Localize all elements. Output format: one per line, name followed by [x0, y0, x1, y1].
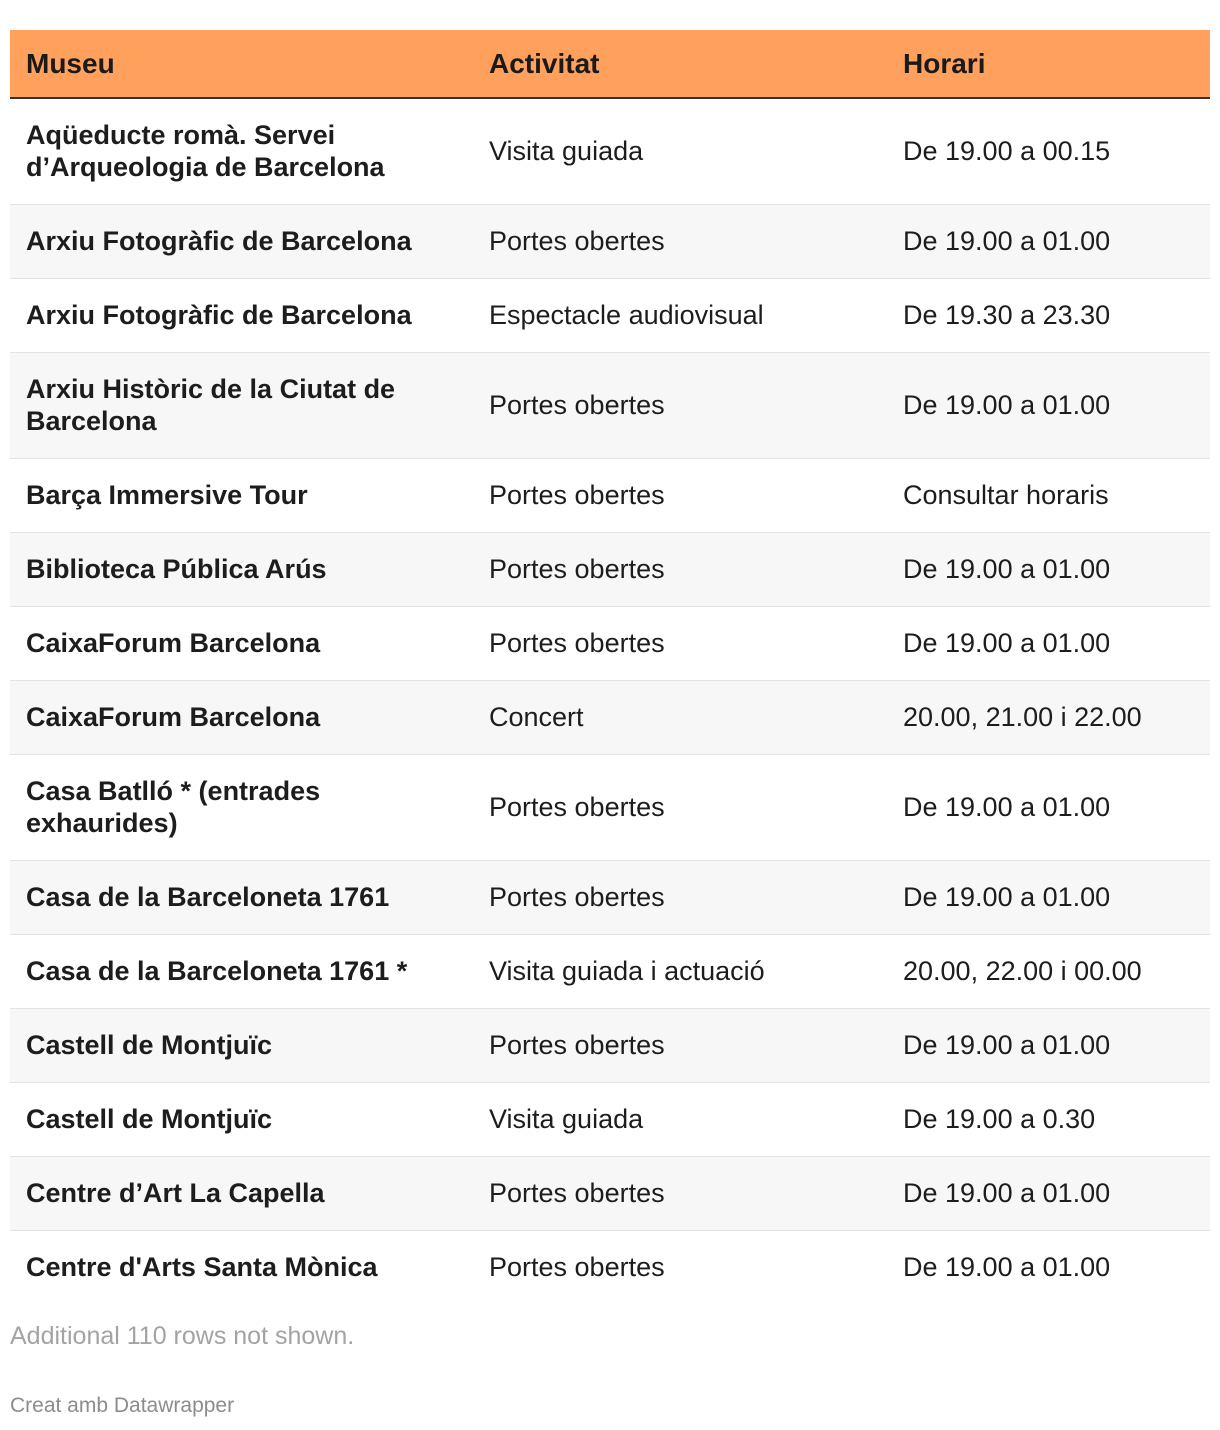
data-table-container — [10, 30, 1210, 1304]
datawrapper-credit: Creat amb Datawrapper — [10, 1394, 235, 1417]
table-row — [10, 1082, 1210, 1156]
table-row — [10, 1008, 1210, 1082]
cell-museu: Casa de la Barceloneta 1761 — [10, 860, 473, 934]
cell-museu: Aqüeducte romà. Servei d’Arqueologia de Barcelona — [10, 98, 473, 204]
cell-horari: Consultar horaris — [887, 458, 1210, 532]
cell-museu: Biblioteca Pública Arús — [10, 532, 473, 606]
cell-horari: De 19.00 a 01.00 — [887, 204, 1210, 278]
cell-horari: De 19.00 a 00.15 — [887, 98, 1210, 204]
table-row — [10, 352, 1210, 458]
cell-museu: Centre d’Art La Capella — [10, 1156, 473, 1230]
table-row — [10, 754, 1210, 860]
column-header-museu[interactable]: Museu — [10, 30, 473, 98]
cell-horari: De 19.00 a 01.00 — [887, 532, 1210, 606]
cell-activitat: Portes obertes — [473, 458, 887, 532]
cell-museu: CaixaForum Barcelona — [10, 680, 473, 754]
cell-museu: Barça Immersive Tour — [10, 458, 473, 532]
data-table — [10, 30, 1210, 1304]
cell-museu: CaixaForum Barcelona — [10, 606, 473, 680]
cell-activitat: Visita guiada i actuació — [473, 934, 887, 1008]
cell-horari: De 19.00 a 01.00 — [887, 606, 1210, 680]
cell-horari: De 19.00 a 01.00 — [903, 1252, 1111, 1283]
table-row — [10, 606, 1210, 680]
column-header-horari[interactable]: Horari — [887, 30, 1210, 98]
cell-activitat: Visita guiada — [473, 1082, 887, 1156]
cell-museu: Arxiu Fotogràfic de Barcelona — [10, 278, 473, 352]
cell-activitat: Portes obertes — [473, 1008, 887, 1082]
cell-museu: Arxiu Fotogràfic de Barcelona — [10, 204, 473, 278]
cell-activitat: Portes obertes — [473, 204, 887, 278]
table-row — [10, 204, 1210, 278]
cell-museu: Casa de la Barceloneta 1761 * — [10, 934, 473, 1008]
cell-horari: De 19.00 a 01.00 — [887, 754, 1210, 860]
table-row — [10, 934, 1210, 1008]
cell-horari: De 19.00 a 01.00 — [887, 1008, 1210, 1082]
cell-activitat: Portes obertes — [473, 754, 887, 860]
cell-activitat: Visita guiada — [473, 98, 887, 204]
cell-activitat: Portes obertes — [473, 352, 887, 458]
cell-activitat: Concert — [473, 680, 887, 754]
header-row — [10, 30, 1210, 98]
cell-horari: 20.00, 22.00 i 00.00 — [887, 934, 1210, 1008]
cell-horari: 20.00, 21.00 i 22.00 — [887, 680, 1210, 754]
table-row — [10, 98, 1210, 204]
table-header — [10, 30, 1210, 98]
table-row — [10, 532, 1210, 606]
cell-horari: De 19.00 a 0.30 — [887, 1082, 1210, 1156]
cell-museu: Castell de Montjuïc — [10, 1082, 473, 1156]
cell-activitat: Portes obertes — [473, 1156, 887, 1230]
cell-horari: De 19.00 a 01.00 — [887, 1156, 1210, 1230]
cell-museu: Casa Batlló * (entrades exhaurides) — [10, 754, 473, 860]
table-row — [10, 1230, 1210, 1304]
cell-museu: Castell de Montjuïc — [10, 1008, 473, 1082]
cell-museu: Arxiu Històric de la Ciutat de Barcelona — [10, 352, 473, 458]
cell-horari: De 19.00 a 01.00 — [887, 352, 1210, 458]
cell-museu: Centre d'Arts Santa Mònica — [26, 1252, 378, 1283]
table-row — [10, 458, 1210, 532]
table-row — [10, 860, 1210, 934]
table-row — [10, 1156, 1210, 1230]
column-header-activitat[interactable]: Activitat — [473, 30, 887, 98]
table-row — [10, 278, 1210, 352]
cell-horari: De 19.00 a 01.00 — [887, 860, 1210, 934]
cell-activitat: Portes obertes — [473, 860, 887, 934]
cell-activitat: Portes obertes — [473, 606, 887, 680]
cell-activitat: Portes obertes — [489, 1252, 665, 1283]
cell-activitat: Portes obertes — [473, 532, 887, 606]
table-body — [10, 98, 1210, 1304]
cell-horari: De 19.30 a 23.30 — [887, 278, 1210, 352]
rows-not-shown-note: Additional 110 rows not shown. — [10, 1322, 355, 1350]
table-row — [10, 680, 1210, 754]
cell-activitat: Espectacle audiovisual — [473, 278, 887, 352]
